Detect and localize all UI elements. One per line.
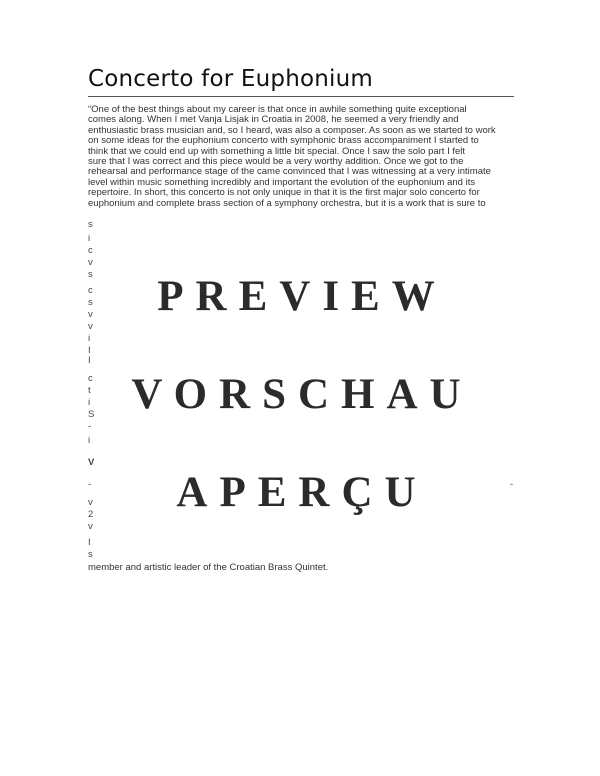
- text-fragment: s: [88, 549, 93, 560]
- text-fragment: -: [88, 479, 92, 490]
- text-fragment: -: [510, 479, 514, 490]
- title-divider: [88, 96, 514, 97]
- text-fragment: i: [88, 233, 91, 244]
- text-fragment: s: [88, 219, 93, 230]
- text-fragment: i: [88, 333, 91, 344]
- text-fragment: v: [88, 521, 93, 532]
- text-fragment: c: [88, 285, 93, 296]
- text-fragment: v: [88, 257, 93, 268]
- text-fragment: 2: [88, 509, 94, 520]
- text-fragment: V: [88, 457, 95, 468]
- text-fragment: t: [88, 385, 91, 396]
- watermark-preview: PREVIEW: [157, 273, 447, 320]
- watermark-vorschau: VORSCHAU: [131, 371, 473, 418]
- paragraph-line: comes along. When I met Vanja Lisjak in Croatia in 2008, he seemed a very friendly and: [88, 114, 459, 126]
- text-fragment: S: [88, 409, 95, 420]
- paragraph-line: think that we could end up with something a little bit special. Once I saw the solo part I felt: [88, 145, 466, 157]
- text-fragment: i: [88, 397, 91, 408]
- body-paragraph: [88, 105, 516, 209]
- text-fragment: v: [88, 497, 93, 508]
- page-title: Concerto for Euphonium: [88, 66, 374, 92]
- paragraph-line: sure that I was correct and this piece would be a very worthy addition. Once we got to the: [88, 156, 464, 168]
- closing-line: member and artistic leader of the Croatian Brass Quintet.: [88, 562, 329, 573]
- paragraph-line: repertoire. In short, this concerto is not only unique in that it is the first major solo concerto for: [88, 187, 480, 199]
- text-fragment: I: [88, 345, 91, 356]
- text-fragment: s: [88, 269, 93, 280]
- text-fragment: i: [88, 435, 91, 446]
- text-fragment: -: [88, 421, 92, 432]
- text-fragment: v: [88, 309, 93, 320]
- paragraph-line: euphonium and complete brass section of a symphony orchestra, but it is a work that is sure to: [88, 197, 486, 209]
- paragraph-line: on some ideas for the euphonium concerto with symphonic brass accompaniment I started to: [88, 135, 479, 147]
- paragraph-line: “One of the best things about my career is that once in awhile something quite exceptional: [88, 104, 467, 115]
- text-fragment: I: [88, 355, 91, 366]
- paragraph-line: enthusiastic brass musician and, so I heard, was also a composer. As soon as we started to work: [88, 124, 496, 136]
- watermark-apercu: APERÇU: [176, 469, 428, 516]
- paragraph-line: level within music something incredibly and important the evolution of the euphonium and its: [88, 176, 476, 188]
- text-fragment: I: [88, 537, 91, 548]
- text-fragment: c: [88, 245, 93, 256]
- paragraph-line: rehearsal and performance stage of the came convinced that I was witnessing at a very intimate: [88, 166, 491, 178]
- text-fragment: s: [88, 297, 93, 308]
- text-fragment: v: [88, 321, 93, 332]
- text-fragment: c: [88, 373, 93, 384]
